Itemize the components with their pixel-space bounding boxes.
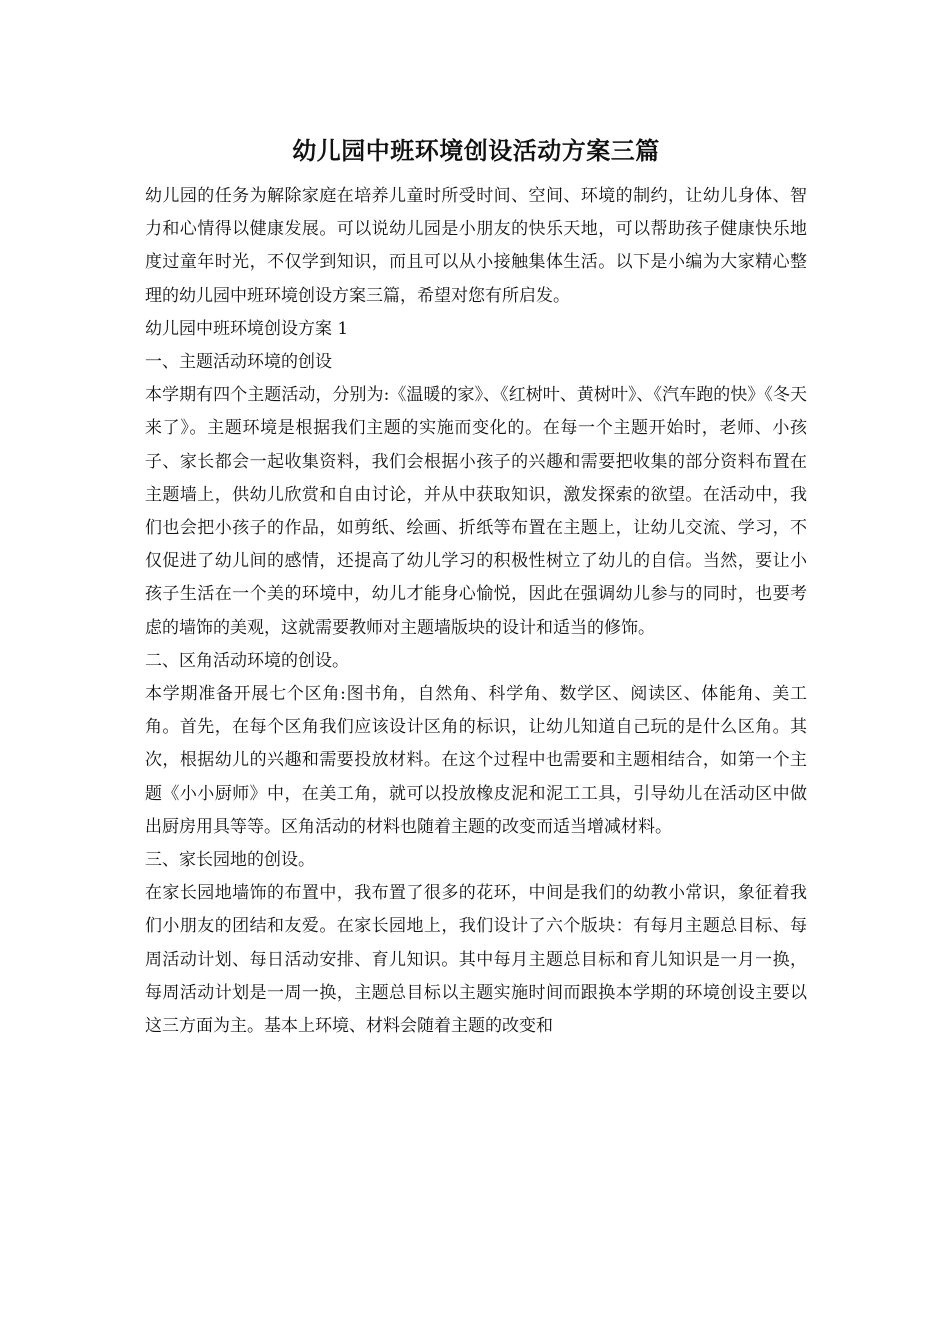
- paragraph-theme-environment: 本学期有四个主题活动，分别为:《温暖的家》、《红树叶、黄树叶》、《汽车跑的快》《冬天来了》。主题环境是根据我们主题的实施而变化的。在每一个主题开始时，老师、小孩子、家长都会一起收集资料，我们会根据小孩子的兴趣和需要把收集的部分资料布置在主题墙上，供幼儿欣赏和自由讨论，并从中获取知识，激发探索的欲望。在活动中，我们也会把小孩子的作品，如剪纸、绘画、折纸等布置在主题上，让幼儿交流、学习，不仅促进了幼儿间的感情，还提高了幼儿学习的积极性树立了幼儿的自信。当然，要让小孩子生活在一个美的环境中，幼儿才能身心愉悦，因此在强调幼儿参与的同时，也要考虑的墙饰的美观，这就需要教师对主题墙版块的设计和适当的修饰。: [145, 385, 807, 638]
- intro-paragraph: 幼儿园的任务为解除家庭在培养儿童时所受时间、空间、环境的制约，让幼儿身体、智力和心情得以健康发展。可以说幼儿园是小朋友的快乐天地，可以帮助孩子健康快乐地度过童年时光，不仅学到知识，而且可以从小接触集体生活。以下是小编为大家精心整理的幼儿园中班环境创设方案三篇，希望对您有所启发。: [145, 186, 807, 306]
- document-body: [145, 126, 807, 1043]
- section-title: 幼儿园中班环境创设方案 1: [145, 318, 349, 339]
- paragraph-corner-environment: 本学期准备开展七个区角:图书角，自然角、科学角、数学区、阅读区、体能角、美工角。首先，在每个区角我们应该设计区角的标识，让幼儿知道自己玩的是什么区角。其次，根据幼儿的兴趣和需要投放材料。在这个过程中也需要和主题相结合，如第一个主题《小小厨师》中，在美工角，就可以投放橡皮泥和泥工工具，引导幼儿在活动区中做出厨房用具等等。区角活动的材料也随着主题的改变而适当增减材料。: [145, 684, 807, 837]
- heading-theme-environment: 一、主题活动环境的创设: [145, 352, 332, 373]
- document-title: 幼儿园中班环境创设活动方案三篇: [292, 136, 660, 165]
- heading-parent-garden: 三、家长园地的创设。: [145, 850, 315, 871]
- heading-corner-environment: 二、区角活动环境的创设。: [145, 650, 349, 671]
- paragraph-parent-garden: 在家长园地墙饰的布置中，我布置了很多的花环，中间是我们的幼教小常识，象征着我们小朋友的团结和友爱。在家长园地上，我们设计了六个版块：有每月主题总目标、每周活动计划、每日活动安排、育儿知识。其中每月主题总目标和育儿知识是一月一换，每周活动计划是一周一换，主题总目标以主题实施时间而跟换本学期的环境创设主要以这三方面为主。基本上环境、材料会随着主题的改变和: [145, 883, 807, 1037]
